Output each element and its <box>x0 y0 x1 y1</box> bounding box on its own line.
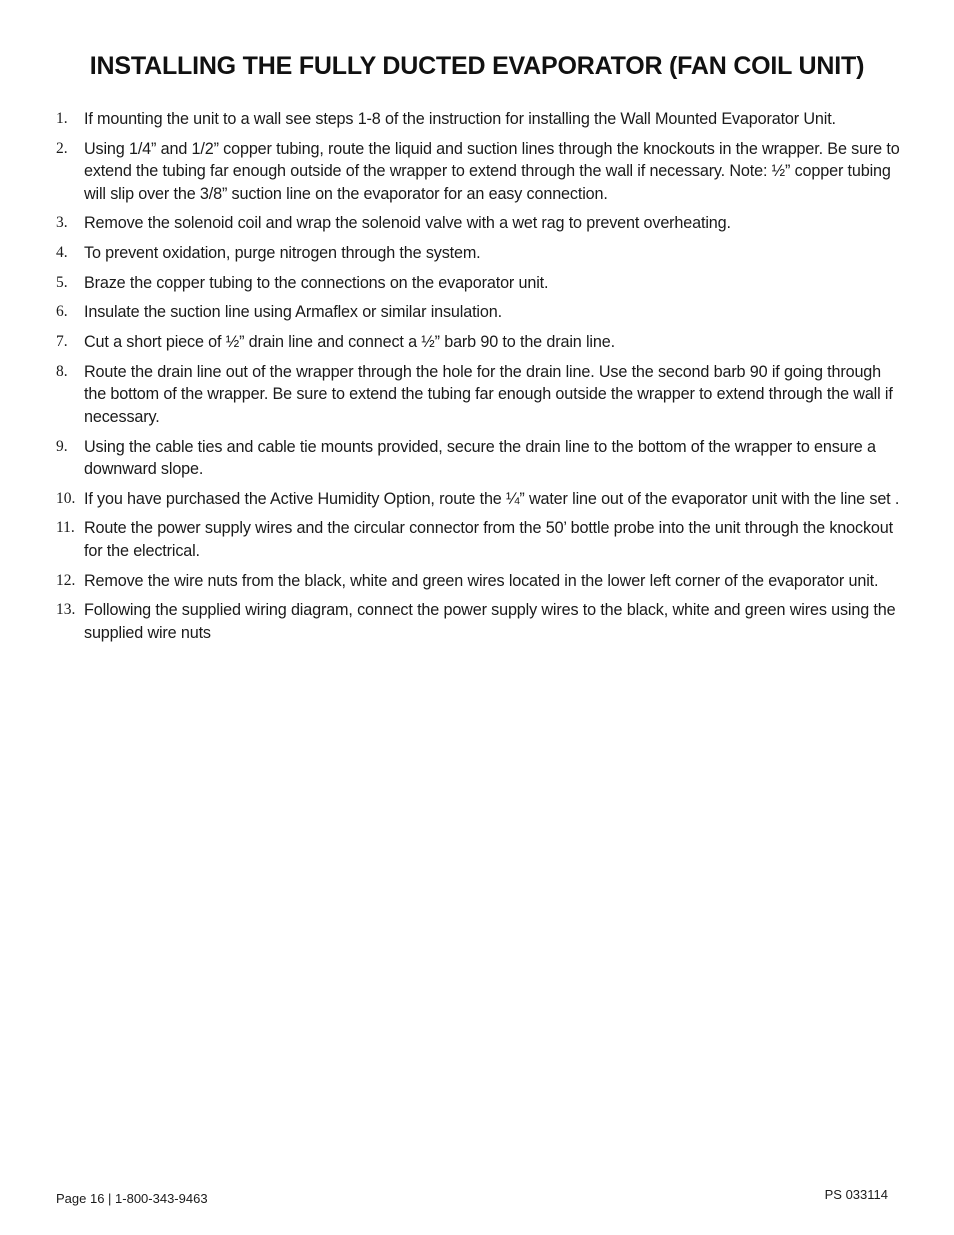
step-number: 8. <box>56 362 68 380</box>
step-text: Braze the copper tubing to the connections on the evaporator unit. <box>84 273 549 292</box>
step-number: 1. <box>56 110 68 127</box>
step-text: Cut a short piece of ½” drain line and connect a ½” barb 90 to the drain line. <box>84 333 615 352</box>
step-number: 7. <box>56 333 68 351</box>
step-item <box>56 301 906 324</box>
step-number: 10. <box>56 489 76 507</box>
step-number: 4. <box>56 244 68 262</box>
step-number: 9. <box>56 437 68 455</box>
step-text: If you have purchased the Active Humidity Option, route the ¼” water line out of the evaporator unit with the line set . <box>84 489 900 508</box>
step-item <box>56 108 906 131</box>
footer-page-phone: Page 16 | 1-800-343-9463 <box>56 1191 208 1206</box>
step-item <box>56 361 906 429</box>
step-text: Route the power supply wires and the circular connector from the 50’ bottle probe into the unit through the knockout for the electrical. <box>84 519 893 560</box>
step-item <box>56 212 906 235</box>
step-item <box>56 138 906 206</box>
step-text: Using the cable ties and cable tie mounts provided, secure the drain line to the bottom of the wrapper to ensure a downward slope. <box>84 437 876 478</box>
step-text: To prevent oxidation, purge nitrogen through the system. <box>84 244 481 263</box>
step-text: If mounting the unit to a wall see steps 1-8 of the instruction for installing the Wall Mounted Evaporator Unit. <box>84 110 836 128</box>
instruction-steps-list <box>56 108 906 651</box>
step-text: Route the drain line out of the wrapper through the hole for the drain line. Use the second barb 90 if going through the bottom of the wrapper. Be sure to extend the tubing far enough outside the wrapper to extend through the wall if necessary. <box>84 362 893 426</box>
step-text: Insulate the suction line using Armaflex or similar insulation. <box>84 303 502 322</box>
step-item <box>56 599 906 644</box>
step-number: 13. <box>56 601 76 619</box>
step-number: 6. <box>56 303 68 321</box>
step-number: 11. <box>56 519 75 537</box>
step-item <box>56 517 906 562</box>
page-title: INSTALLING THE FULLY DUCTED EVAPORATOR (FAN COIL UNIT) <box>89 52 865 80</box>
step-text: Remove the wire nuts from the black, white and green wires located in the lower left corner of the evaporator unit. <box>84 571 879 590</box>
step-number: 5. <box>56 273 68 291</box>
step-text: Following the supplied wiring diagram, connect the power supply wires to the black, white and green wires using the supplied wire nuts <box>84 601 896 642</box>
step-item <box>56 436 906 481</box>
step-item <box>56 242 906 265</box>
step-text: Using 1/4” and 1/2” copper tubing, route the liquid and suction lines through the knockouts in the wrapper. Be sure to extend the tubing far enough outside of the wrapper to extend through the wall if necessary. Note: ½” copper tubing will slip over the 3/8” suction line on the evaporator for an easy connection. <box>84 139 900 203</box>
step-number: 3. <box>56 214 68 232</box>
step-text: Remove the solenoid coil and wrap the solenoid valve with a wet rag to prevent overheating. <box>84 214 731 233</box>
footer-document-code: PS 033114 <box>824 1187 888 1202</box>
step-number: 2. <box>56 139 68 157</box>
step-item <box>56 570 906 593</box>
step-item <box>56 331 906 354</box>
step-item <box>56 272 906 295</box>
step-item <box>56 488 906 511</box>
step-number: 12. <box>56 571 76 589</box>
